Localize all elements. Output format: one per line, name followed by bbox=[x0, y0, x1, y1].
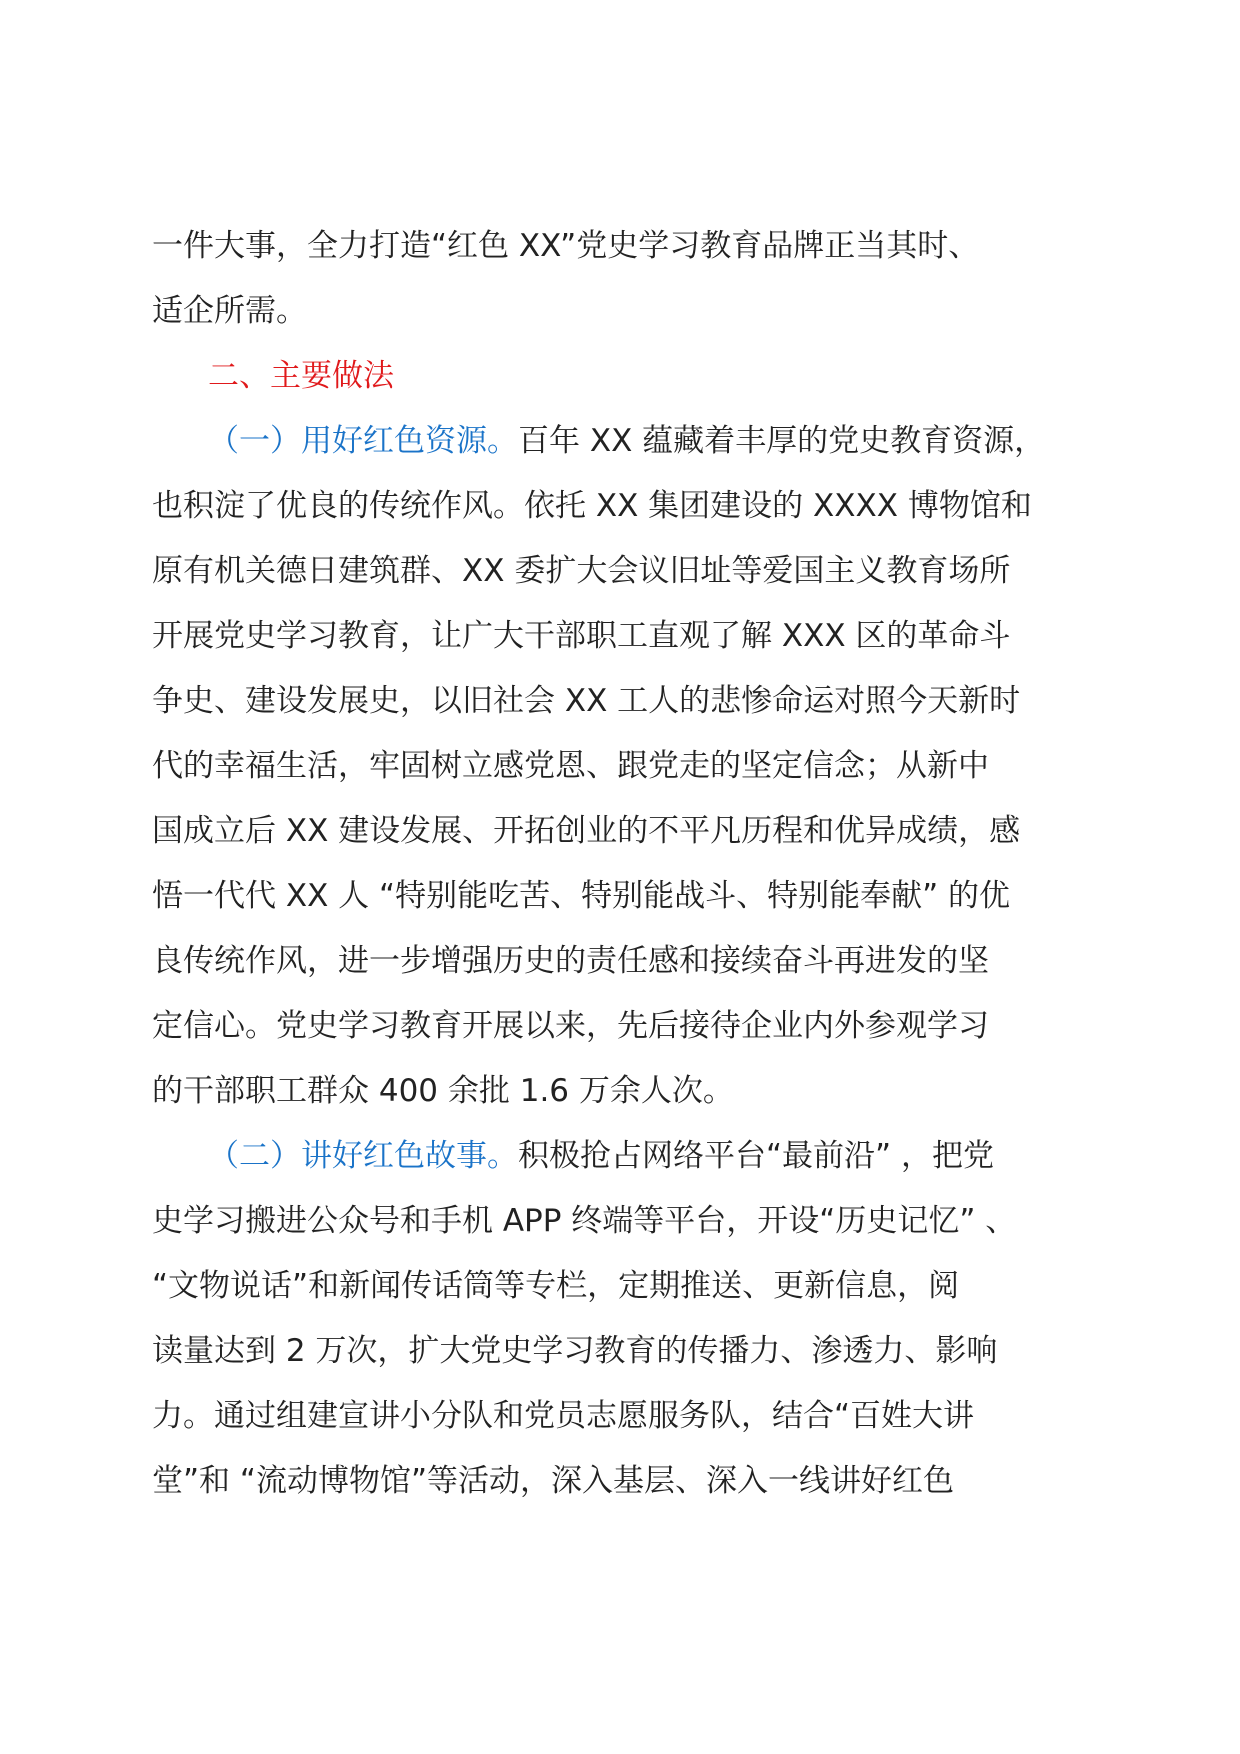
subheading: （二）讲好红色故事。 bbox=[208, 1138, 518, 1174]
paragraph-line: 原有机关德日建筑群、XX 委扩大会议旧址等爱国主义教育场所 bbox=[152, 553, 1011, 589]
paragraph-line: 开展党史学习教育，让广大干部职工直观了解 XXX 区的革命斗 bbox=[152, 618, 1011, 654]
paragraph-line: 力。通过组建宣讲小分队和党员志愿服务队，结合“百姓大讲 bbox=[152, 1398, 975, 1434]
paragraph-text: 积极抢占网络平台“最前沿” ，把党 bbox=[518, 1138, 994, 1174]
paragraph-line: 国成立后 XX 建设发展、开拓创业的不平凡历程和优异成绩，感 bbox=[152, 813, 1021, 849]
paragraph-line: 争史、建设发展史，以旧社会 XX 工人的悲惨命运对照今天新时 bbox=[152, 683, 1021, 719]
paragraph-line: 悟一代代 XX 人 “特别能吃苦、特别能战斗、特别能奉献” 的优 bbox=[152, 878, 1011, 914]
paragraph-first-line bbox=[152, 409, 1097, 474]
document-body bbox=[152, 214, 1097, 1514]
paragraph-line: 的干部职工群众 400 余批 1.6 万余人次。 bbox=[152, 1073, 734, 1109]
paragraph-line: 代的幸福生活，牢固树立感党恩、跟党走的坚定信念；从新中 bbox=[152, 748, 989, 784]
paragraph-line: 定信心。党史学习教育开展以来，先后接待企业内外参观学习 bbox=[152, 1008, 989, 1044]
subheading: （一）用好红色资源。 bbox=[208, 423, 518, 459]
paragraph-line: “文物说话”和新闻传话筒等专栏，定期推送、更新信息，阅 bbox=[152, 1268, 960, 1304]
paragraph-line: 良传统作风，进一步增强历史的责任感和接续奋斗再进发的坚 bbox=[152, 943, 989, 979]
paragraph-line: 也积淀了优良的传统作风。依托 XX 集团建设的 XXXX 博物馆和 bbox=[152, 488, 1032, 524]
paragraph-line: 一件大事，全力打造“红色 XX”党史学习教育品牌正当其时、 bbox=[152, 228, 980, 264]
paragraph-line: 堂”和 “流动博物馆”等活动，深入基层、深入一线讲好红色 bbox=[152, 1463, 955, 1499]
section-heading: 二、主要做法 bbox=[208, 358, 394, 394]
paragraph-first-line bbox=[152, 1124, 1097, 1189]
paragraph-line: 读量达到 2 万次，扩大党史学习教育的传播力、渗透力、影响 bbox=[152, 1333, 998, 1369]
paragraph-line: 适企所需。 bbox=[152, 293, 307, 329]
paragraph-text: 百年 XX 蕴藏着丰厚的党史教育资源， bbox=[518, 423, 1046, 459]
paragraph-line: 史学习搬进公众号和手机 APP 终端等平台，开设“历史记忆” 、 bbox=[152, 1203, 1017, 1239]
